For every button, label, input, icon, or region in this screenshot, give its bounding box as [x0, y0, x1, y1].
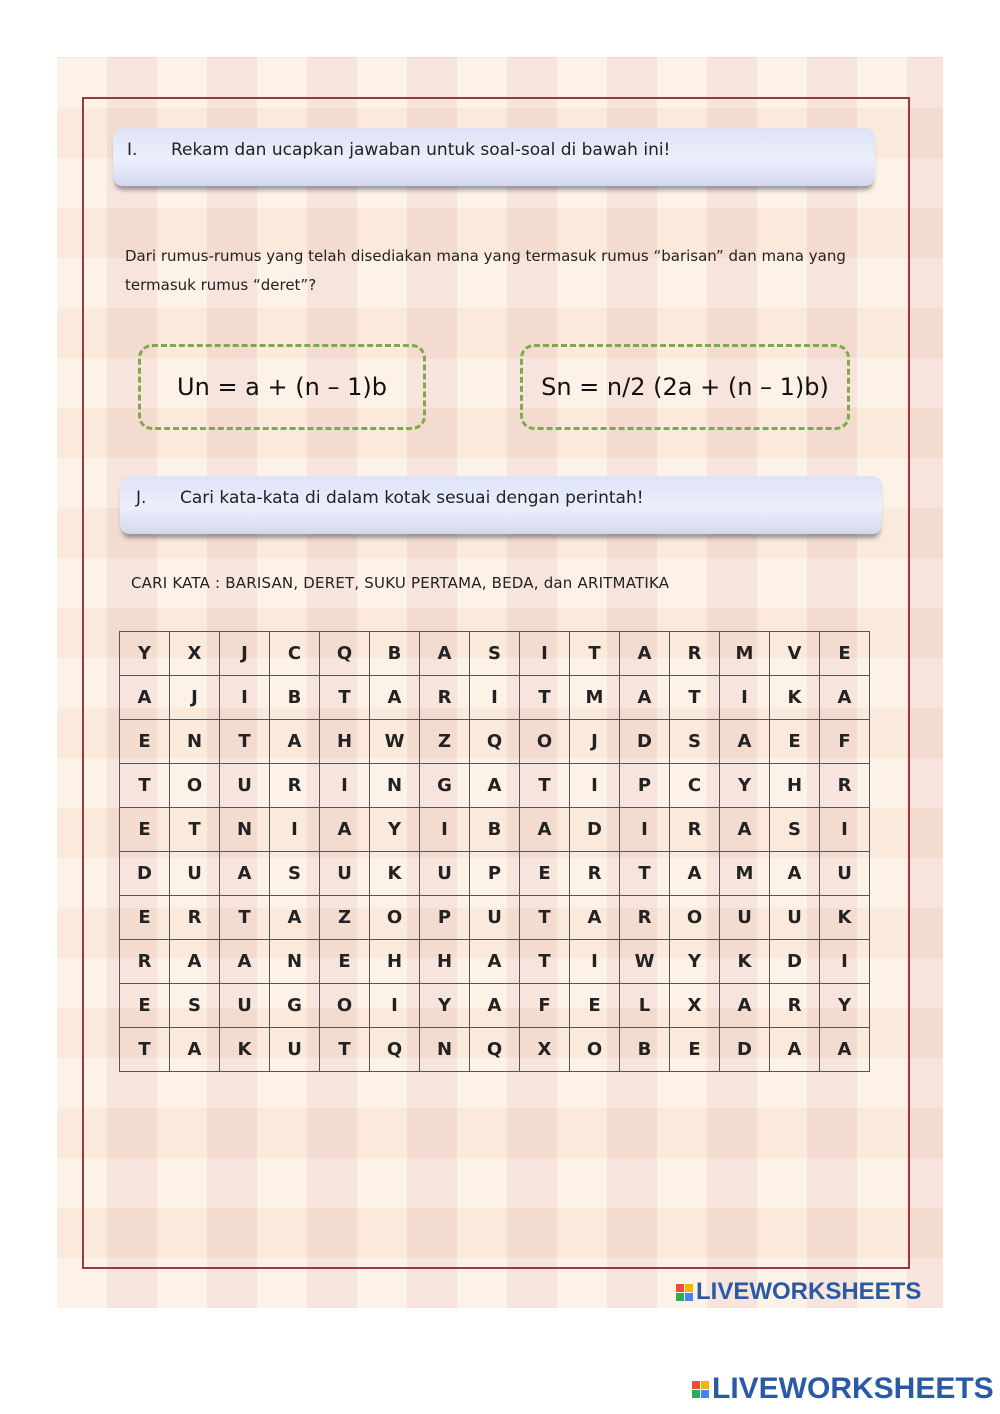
grid-cell[interactable]: A [120, 676, 170, 720]
grid-cell[interactable]: B [370, 632, 420, 676]
grid-cell[interactable]: K [370, 852, 420, 896]
grid-cell[interactable]: U [170, 852, 220, 896]
grid-cell[interactable]: A [220, 852, 270, 896]
grid-cell[interactable]: D [570, 808, 620, 852]
grid-cell[interactable]: U [220, 764, 270, 808]
grid-cell[interactable]: G [270, 984, 320, 1028]
grid-cell[interactable]: I [820, 940, 870, 984]
grid-cell[interactable]: T [320, 676, 370, 720]
grid-cell[interactable]: B [270, 676, 320, 720]
grid-row [120, 632, 870, 676]
grid-cell[interactable]: I [220, 676, 270, 720]
grid-cell[interactable]: P [420, 896, 470, 940]
grid-cell[interactable]: A [820, 676, 870, 720]
grid-cell[interactable]: A [720, 984, 770, 1028]
grid-cell[interactable]: S [270, 852, 320, 896]
grid-cell[interactable]: I [570, 940, 620, 984]
grid-cell[interactable]: T [620, 852, 670, 896]
grid-cell[interactable]: I [320, 764, 370, 808]
grid-cell[interactable]: A [420, 632, 470, 676]
grid-cell[interactable]: H [420, 940, 470, 984]
grid-cell[interactable]: U [420, 852, 470, 896]
grid-cell[interactable]: S [670, 720, 720, 764]
grid-cell[interactable]: K [820, 896, 870, 940]
grid-cell[interactable]: I [820, 808, 870, 852]
grid-cell[interactable]: A [470, 984, 520, 1028]
liveworksheets-logo-inner [676, 1278, 921, 1306]
grid-cell[interactable]: T [120, 764, 170, 808]
grid-cell[interactable]: U [720, 896, 770, 940]
grid-cell[interactable]: R [670, 808, 720, 852]
grid-cell[interactable]: L [620, 984, 670, 1028]
grid-cell[interactable]: H [320, 720, 370, 764]
grid-cell[interactable]: U [320, 852, 370, 896]
grid-row [120, 676, 870, 720]
grid-cell[interactable]: I [270, 808, 320, 852]
grid-cell[interactable]: I [470, 676, 520, 720]
grid-cell[interactable]: R [420, 676, 470, 720]
grid-cell[interactable]: R [120, 940, 170, 984]
grid-cell[interactable]: N [220, 808, 270, 852]
grid-cell[interactable]: F [820, 720, 870, 764]
grid-cell[interactable]: A [470, 940, 520, 984]
grid-cell[interactable]: E [820, 632, 870, 676]
grid-cell[interactable]: A [720, 720, 770, 764]
grid-cell[interactable]: Y [720, 764, 770, 808]
grid-cell[interactable]: I [420, 808, 470, 852]
grid-cell[interactable]: Y [670, 940, 720, 984]
grid-cell[interactable]: T [520, 940, 570, 984]
grid-row [120, 984, 870, 1028]
grid-cell[interactable]: S [470, 632, 520, 676]
formula-un-text: Un = a + (n – 1)b [177, 373, 387, 401]
grid-cell[interactable]: J [170, 676, 220, 720]
grid-row [120, 852, 870, 896]
liveworksheets-logo-text: LIVEWORKSHEETS [712, 1372, 994, 1405]
grid-cell[interactable]: U [470, 896, 520, 940]
grid-cell[interactable]: B [470, 808, 520, 852]
grid-cell[interactable]: Q [320, 632, 370, 676]
grid-cell[interactable]: Y [420, 984, 470, 1028]
grid-cell[interactable]: A [270, 720, 320, 764]
section-j-banner [120, 476, 882, 534]
grid-cell[interactable]: T [670, 676, 720, 720]
grid-cell[interactable]: K [220, 1028, 270, 1072]
grid-cell[interactable]: H [770, 764, 820, 808]
grid-cell[interactable]: M [720, 852, 770, 896]
grid-cell[interactable]: X [170, 632, 220, 676]
grid-cell[interactable]: T [520, 896, 570, 940]
grid-cell[interactable]: W [370, 720, 420, 764]
grid-cell[interactable]: A [720, 808, 770, 852]
section-i-question: Dari rumus-rumus yang telah disediakan mana yang termasuk rumus “barisan” dan mana yang termasuk rumus “deret”? [125, 247, 846, 294]
grid-cell[interactable]: N [420, 1028, 470, 1072]
section-j-number: J. [136, 488, 147, 508]
grid-cell[interactable]: A [670, 852, 720, 896]
grid-cell[interactable]: C [270, 632, 320, 676]
grid-cell[interactable]: E [670, 1028, 720, 1072]
grid-row [120, 940, 870, 984]
grid-cell[interactable]: C [670, 764, 720, 808]
grid-cell[interactable]: A [320, 808, 370, 852]
grid-cell[interactable]: A [470, 764, 520, 808]
section-i-banner [113, 128, 875, 186]
grid-cell[interactable]: S [170, 984, 220, 1028]
grid-cell[interactable]: S [770, 808, 820, 852]
grid-cell[interactable]: T [220, 720, 270, 764]
grid-row [120, 720, 870, 764]
grid-cell[interactable]: O [370, 896, 420, 940]
grid-cell[interactable]: Y [820, 984, 870, 1028]
grid-cell[interactable]: R [570, 852, 620, 896]
grid-cell[interactable]: D [720, 1028, 770, 1072]
grid-cell[interactable]: P [620, 764, 670, 808]
grid-cell[interactable]: U [770, 896, 820, 940]
grid-cell[interactable]: D [620, 720, 670, 764]
grid-cell[interactable]: P [470, 852, 520, 896]
grid-cell[interactable]: U [820, 852, 870, 896]
grid-cell[interactable]: I [620, 808, 670, 852]
grid-cell[interactable]: R [270, 764, 320, 808]
grid-cell[interactable]: T [320, 1028, 370, 1072]
grid-cell[interactable]: N [270, 940, 320, 984]
grid-cell[interactable]: T [170, 808, 220, 852]
grid-cell[interactable]: I [570, 764, 620, 808]
grid-cell[interactable]: T [570, 632, 620, 676]
grid-cell[interactable]: W [620, 940, 670, 984]
grid-cell[interactable]: I [370, 984, 420, 1028]
section-j-title: Cari kata-kata di dalam kotak sesuai dengan perintah! [180, 488, 644, 508]
grid-cell[interactable]: O [520, 720, 570, 764]
grid-cell[interactable]: T [520, 676, 570, 720]
grid-cell[interactable]: K [770, 676, 820, 720]
grid-cell[interactable]: A [520, 808, 570, 852]
grid-cell[interactable]: Z [320, 896, 370, 940]
grid-row [120, 808, 870, 852]
grid-cell[interactable]: T [220, 896, 270, 940]
grid-cell[interactable]: Q [470, 720, 520, 764]
formula-sn-box[interactable] [520, 344, 850, 430]
liveworksheets-mark-icon [676, 1284, 693, 1301]
grid-cell[interactable]: R [670, 632, 720, 676]
grid-cell[interactable]: K [720, 940, 770, 984]
grid-cell[interactable]: H [370, 940, 420, 984]
word-search-grid [119, 631, 870, 1072]
grid-cell[interactable]: A [770, 1028, 820, 1072]
liveworksheets-mark-icon [692, 1381, 709, 1398]
grid-cell[interactable]: F [520, 984, 570, 1028]
grid-cell[interactable]: E [770, 720, 820, 764]
grid-cell[interactable]: Y [370, 808, 420, 852]
grid-cell[interactable]: E [120, 896, 170, 940]
grid-cell[interactable]: M [570, 676, 620, 720]
grid-cell[interactable]: A [620, 676, 670, 720]
grid-cell[interactable]: A [270, 896, 320, 940]
grid-cell[interactable]: U [270, 1028, 320, 1072]
grid-cell[interactable]: O [320, 984, 370, 1028]
grid-cell[interactable]: E [570, 984, 620, 1028]
liveworksheets-logo-text: LIVEWORKSHEETS [696, 1278, 922, 1305]
grid-cell[interactable]: V [770, 632, 820, 676]
grid-cell[interactable]: G [420, 764, 470, 808]
grid-cell[interactable]: R [770, 984, 820, 1028]
grid-cell[interactable]: Z [420, 720, 470, 764]
grid-cell[interactable]: B [620, 1028, 670, 1072]
formula-un-box[interactable] [138, 344, 426, 430]
grid-cell[interactable]: I [520, 632, 570, 676]
grid-cell[interactable]: E [520, 852, 570, 896]
grid-row [120, 896, 870, 940]
grid-cell[interactable]: A [170, 940, 220, 984]
grid-cell[interactable]: A [370, 676, 420, 720]
grid-cell[interactable]: O [170, 764, 220, 808]
grid-cell[interactable]: A [170, 1028, 220, 1072]
grid-cell[interactable]: N [170, 720, 220, 764]
grid-cell[interactable]: D [120, 852, 170, 896]
grid-row [120, 1028, 870, 1072]
grid-cell[interactable]: A [220, 940, 270, 984]
grid-cell[interactable]: Y [120, 632, 170, 676]
grid-cell[interactable]: R [820, 764, 870, 808]
grid-cell[interactable]: O [670, 896, 720, 940]
grid-cell[interactable]: J [220, 632, 270, 676]
grid-cell[interactable]: A [570, 896, 620, 940]
grid-cell[interactable]: E [120, 720, 170, 764]
grid-cell[interactable]: E [120, 808, 170, 852]
grid-cell[interactable]: A [620, 632, 670, 676]
grid-cell[interactable]: T [120, 1028, 170, 1072]
grid-cell[interactable]: R [170, 896, 220, 940]
grid-cell[interactable]: U [220, 984, 270, 1028]
formula-sn-text: Sn = n/2 (2a + (n – 1)b) [541, 373, 829, 401]
grid-cell[interactable]: X [520, 1028, 570, 1072]
grid-cell[interactable]: I [720, 676, 770, 720]
grid-cell[interactable]: O [570, 1028, 620, 1072]
grid-cell[interactable]: E [120, 984, 170, 1028]
grid-cell[interactable]: Q [370, 1028, 420, 1072]
grid-row [120, 764, 870, 808]
section-i-number: I. [127, 140, 138, 160]
grid-cell[interactable]: J [570, 720, 620, 764]
grid-cell[interactable]: N [370, 764, 420, 808]
grid-cell[interactable]: X [670, 984, 720, 1028]
liveworksheets-logo-outer [692, 1372, 994, 1406]
grid-cell[interactable]: A [770, 852, 820, 896]
word-search-instruction: CARI KATA : BARISAN, DERET, SUKU PERTAMA, BEDA, dan ARITMATIKA [131, 574, 670, 592]
grid-cell[interactable]: R [620, 896, 670, 940]
grid-cell[interactable]: D [770, 940, 820, 984]
section-i-title: Rekam dan ucapkan jawaban untuk soal-soal di bawah ini! [171, 140, 671, 160]
grid-cell[interactable]: Q [470, 1028, 520, 1072]
grid-cell[interactable]: A [820, 1028, 870, 1072]
grid-cell[interactable]: T [520, 764, 570, 808]
grid-cell[interactable]: M [720, 632, 770, 676]
grid-cell[interactable]: E [320, 940, 370, 984]
